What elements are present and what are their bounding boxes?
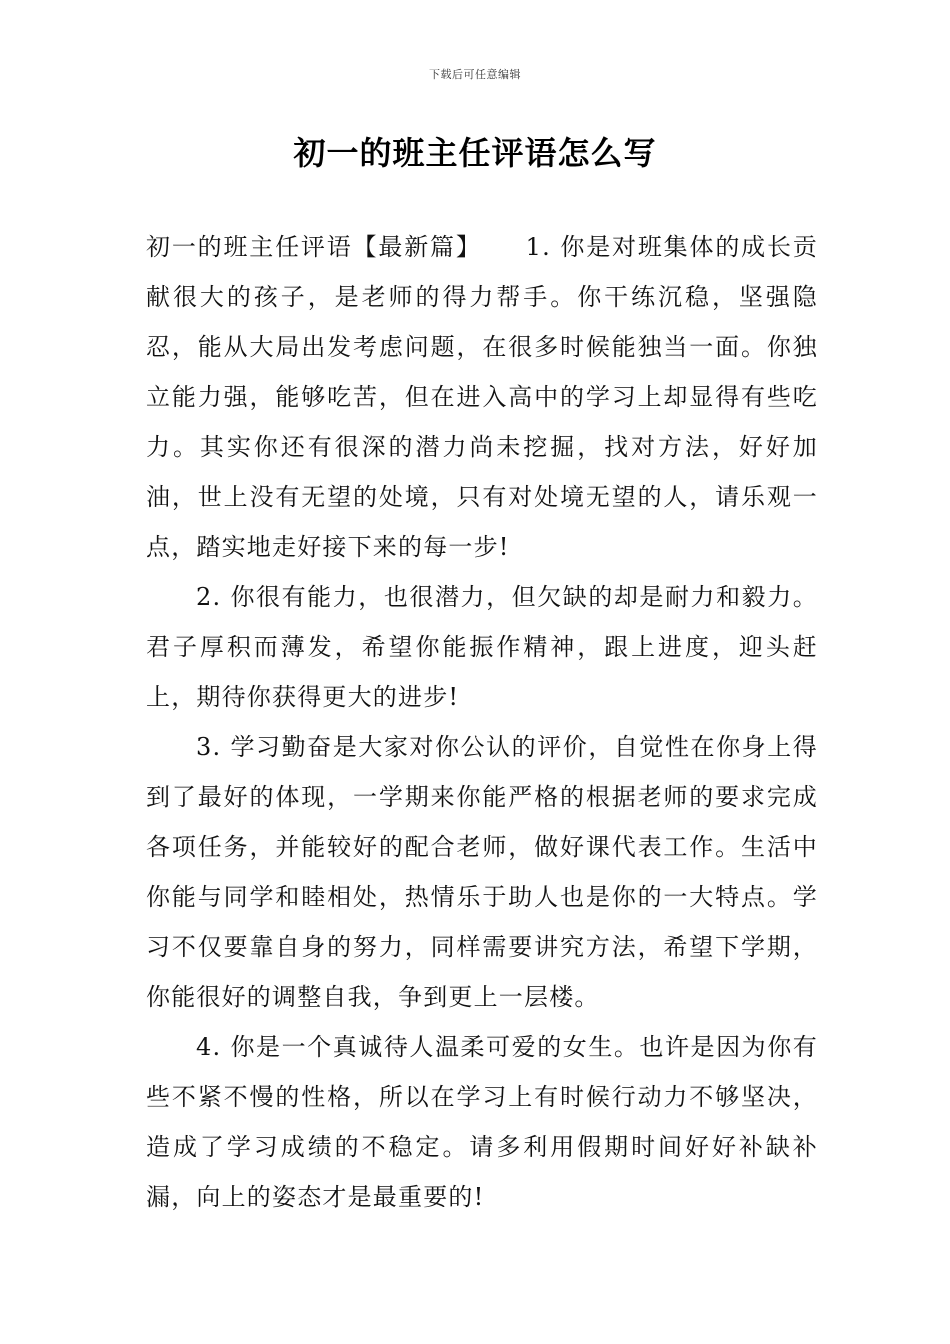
- comment-3-paragraph: 3. 学习勤奋是大家对你公认的评价，自觉性在你身上得到了最好的体现，一学期来你能严格的根据老师的要求完成各项任务，并能较好的配合老师，做好课代表工作。生活中你能与同学和睦相处，热情乐于助人也是你的一大特点。学习不仅要靠自身的努力，同样需要讲究方法，希望下学期，你能很好的调整自我，争到更上一层楼。: [146, 733, 818, 1011]
- page-title: 初一的班主任评语怎么写: [293, 134, 657, 172]
- document-body: [146, 222, 818, 1222]
- section-heading: 初一的班主任评语【最新篇】: [146, 233, 482, 261]
- intro-paragraph: [146, 222, 818, 572]
- comment-1-text: 1. 你是对班集体的成长贡献很大的孩子，是老师的得力帮手。你干练沉稳，坚强隐忍，能从大局出发考虑问题，在很多时候能独当一面。你独立能力强，能够吃苦，但在进入高中的学习上却显得有些吃力。其实你还有很深的潜力尚未挖掘，找对方法，好好加油，世上没有无望的处境，只有对处境无望的人，请乐观一点，踏实地走好接下来的每一步!: [146, 233, 818, 561]
- header-note: 下载后可任意编辑: [429, 68, 521, 81]
- comment-2-paragraph: 2. 你很有能力，也很潜力，但欠缺的却是耐力和毅力。君子厚积而薄发，希望你能振作精神，跟上进度，迎头赶上，期待你获得更大的进步!: [146, 583, 818, 711]
- comment-4-paragraph: 4. 你是一个真诚待人温柔可爱的女生。也许是因为你有些不紧不慢的性格，所以在学习上有时候行动力不够坚决，造成了学习成绩的不稳定。请多利用假期时间好好补缺补漏，向上的姿态才是最重要的!: [146, 1033, 818, 1211]
